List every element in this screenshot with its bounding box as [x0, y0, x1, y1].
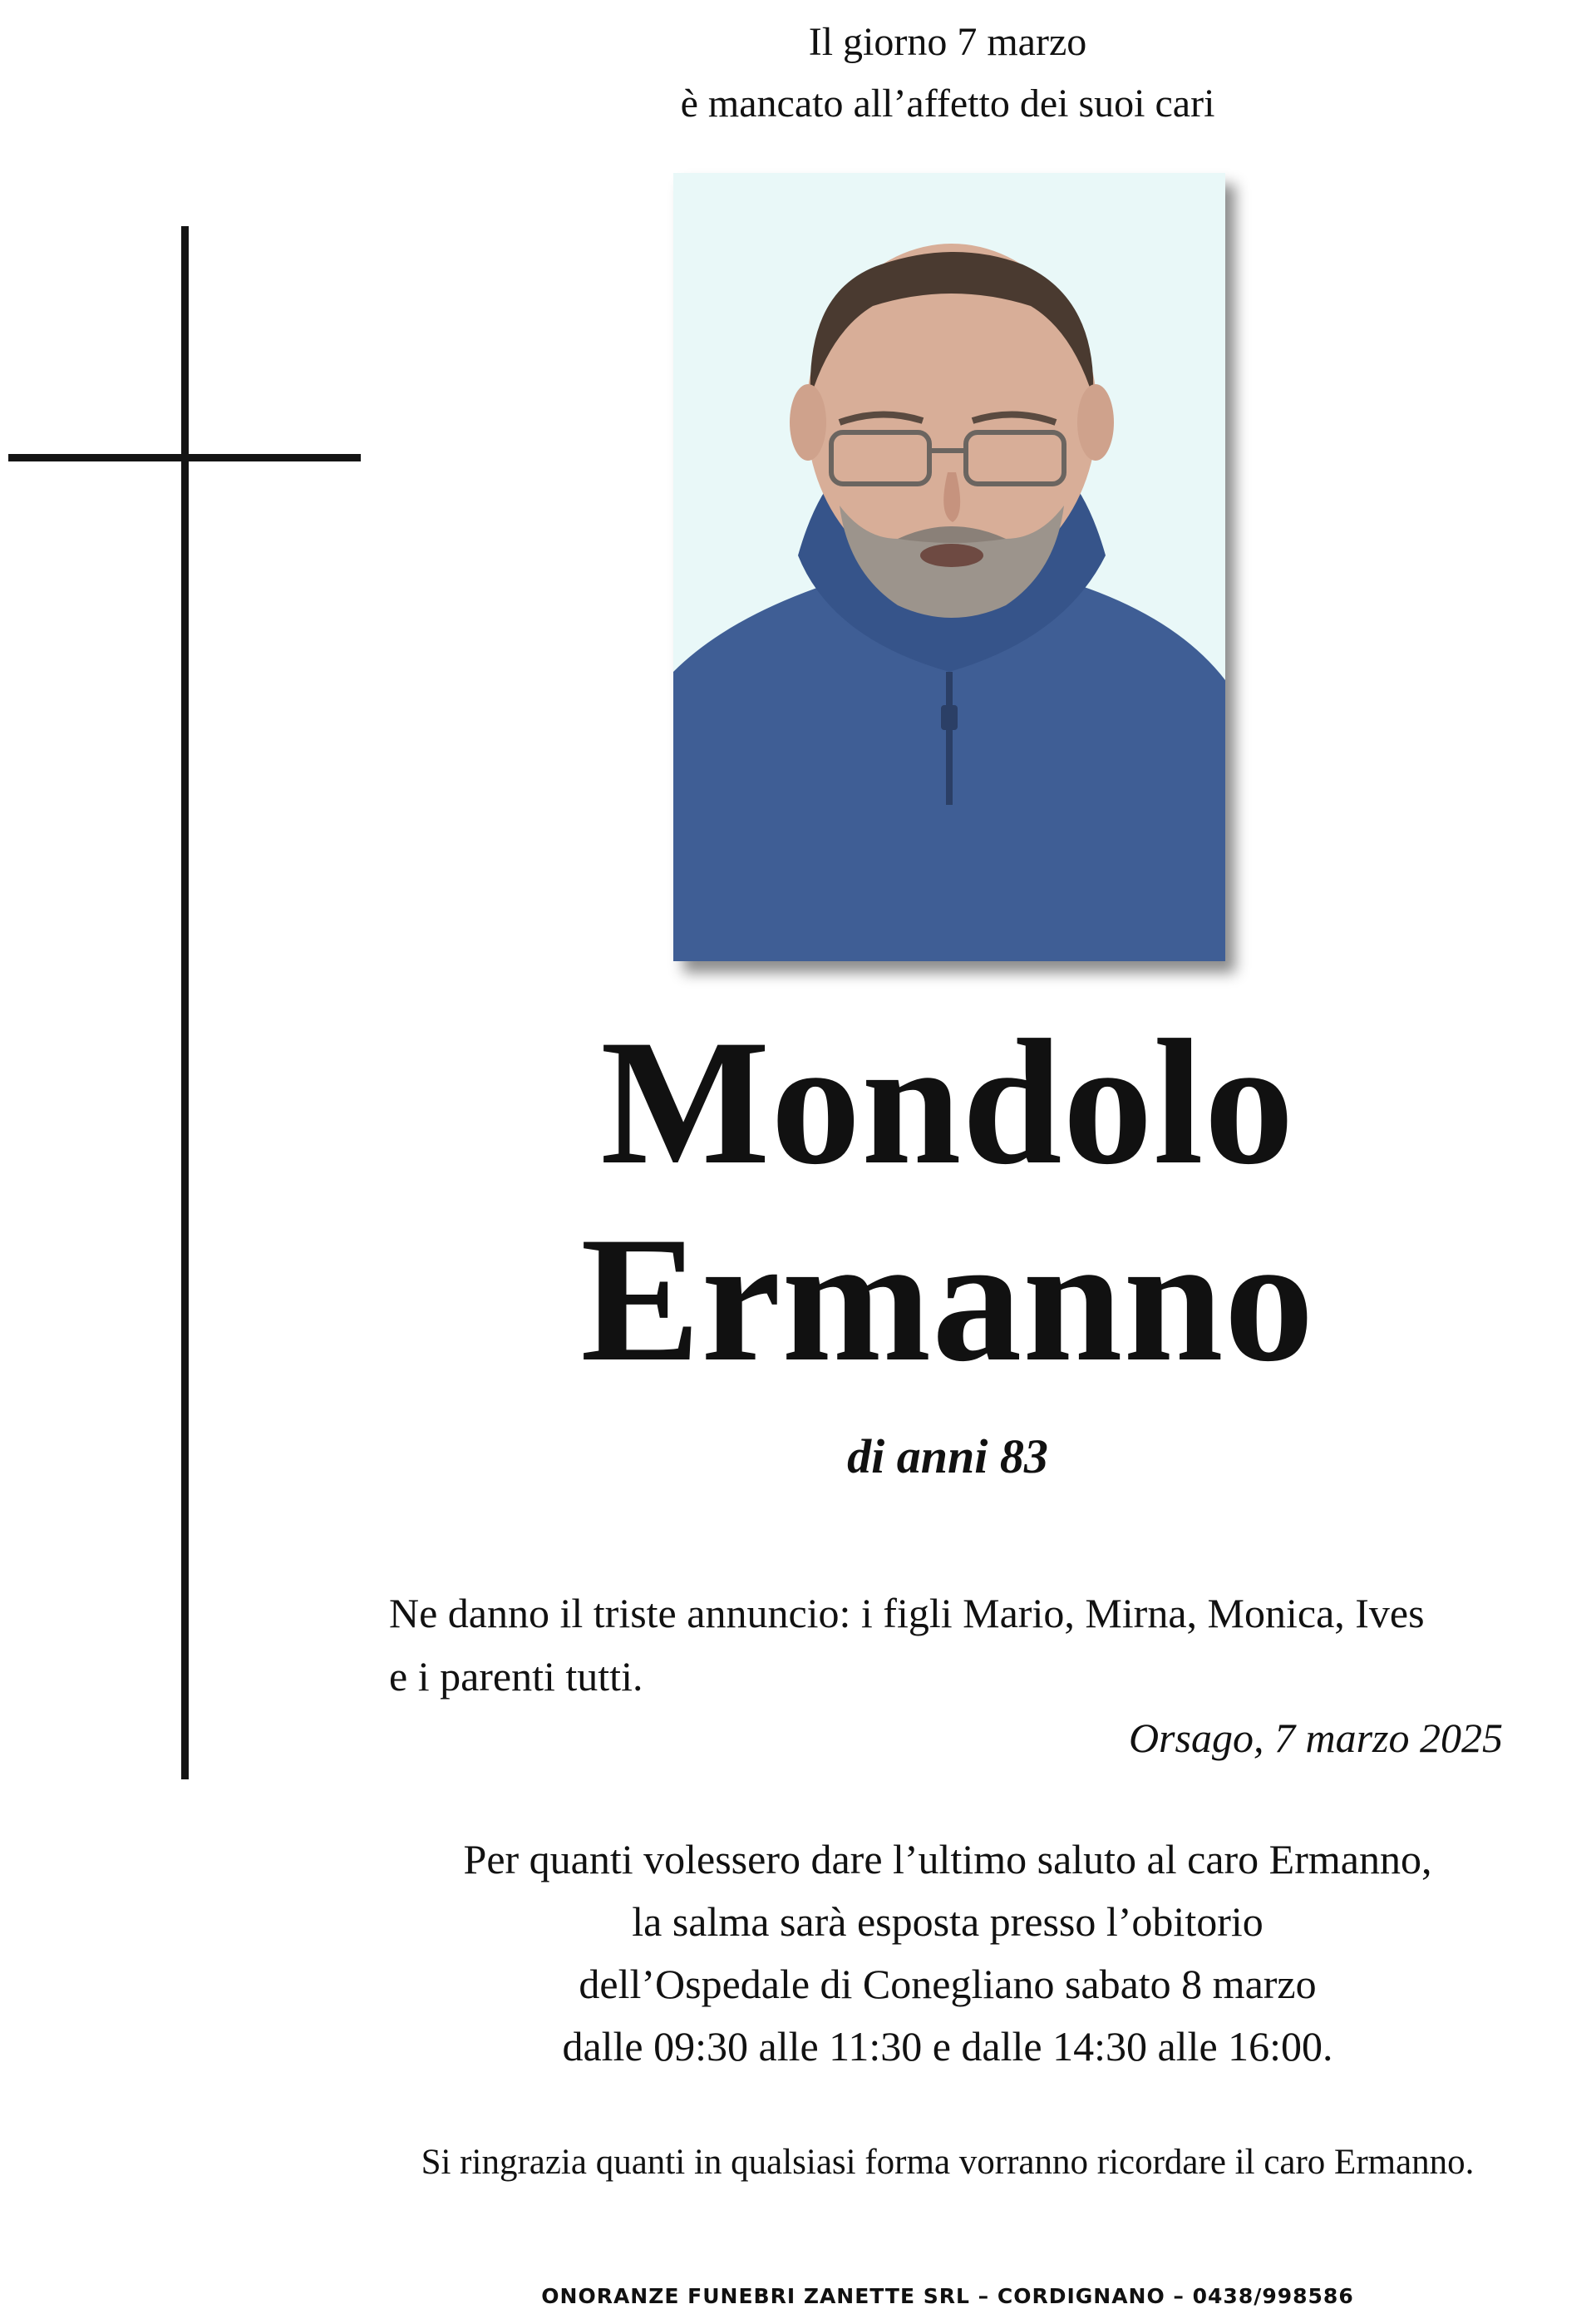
visitation-line-2: la salma sarà esposta presso l’obitorio [632, 1898, 1264, 1945]
deceased-given-name: Ermanno [580, 1200, 1315, 1399]
cross-horizontal-bar [8, 454, 361, 461]
funeral-home-footer: ONORANZE FUNEBRI ZANETTE SRL – CORDIGNANO – 0438/998586 [541, 2284, 1354, 2308]
header-line-1: Il giorno 7 marzo [808, 20, 1087, 64]
visitation-line-1: Per quanti volessero dare l’ultimo saluto al caro Ermanno, [463, 1836, 1432, 1882]
deceased-surname: Mondolo [600, 1003, 1295, 1201]
visitation-line-3: dell’Ospedale di Conegliano sabato 8 marzo [579, 1961, 1317, 2007]
announcement-line-2: e i parenti tutti. [389, 1653, 643, 1700]
announcement-line-1: Ne danno il triste annuncio: i figli Mario, Mirna, Monica, Ives [389, 1590, 1425, 1636]
portrait-illustration [673, 173, 1225, 961]
visitation-line-4: dalle 09:30 alle 11:30 e dalle 14:30 alle 16:00. [562, 2023, 1333, 2070]
header-line-2: è mancato all’affetto dei suoi cari [680, 81, 1215, 126]
place-date: Orsago, 7 marzo 2025 [1128, 1715, 1503, 1761]
deceased-age: di anni 83 [847, 1429, 1048, 1483]
portrait-photo [673, 173, 1225, 961]
thanks-note: Si ringrazia quanti in qualsiasi forma vorranno ricordare il caro Ermanno. [421, 2143, 1475, 2182]
